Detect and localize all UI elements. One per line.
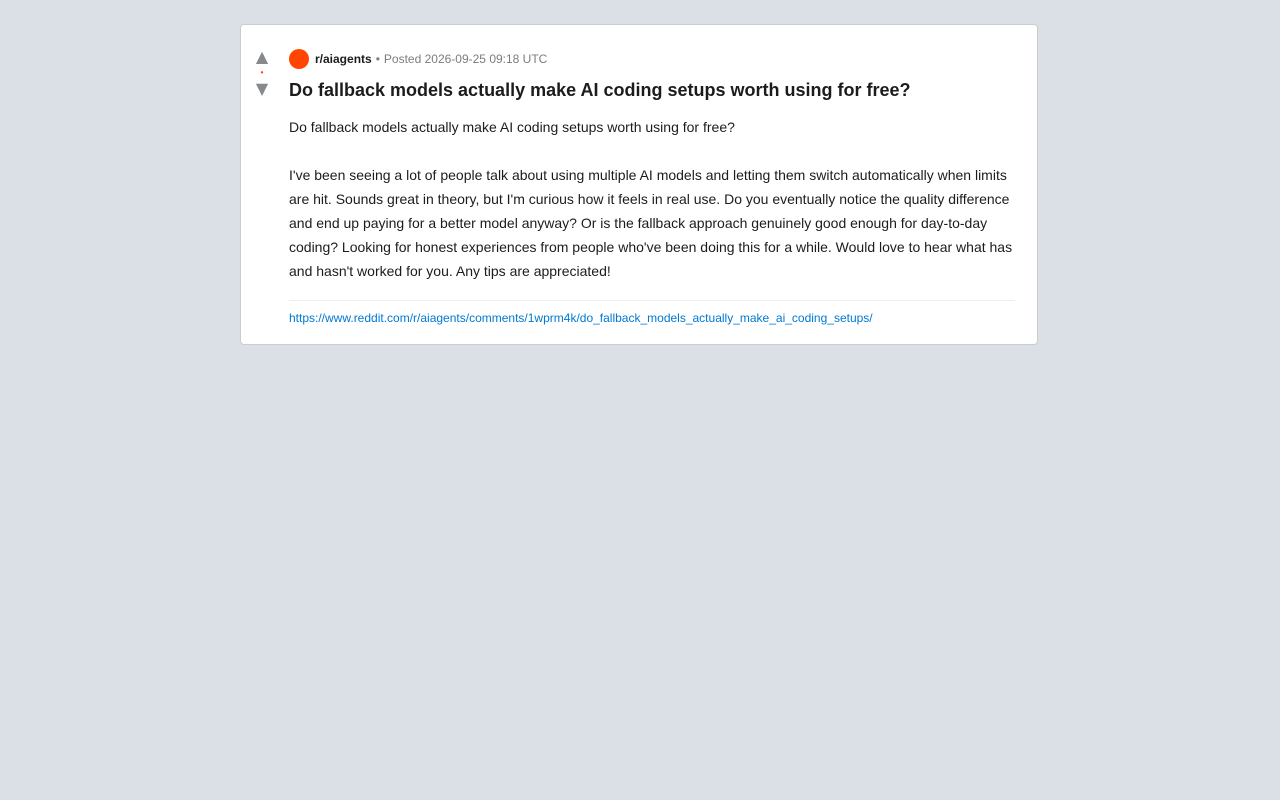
vote-score: • xyxy=(260,68,264,77)
post-content xyxy=(289,49,1015,326)
post-card xyxy=(240,24,1038,345)
upvote-arrow-icon[interactable]: ▲ xyxy=(255,47,269,66)
subreddit-avatar[interactable] xyxy=(289,49,309,69)
meta-separator: • xyxy=(375,52,380,66)
post-body xyxy=(289,115,1015,283)
post-title[interactable]: Do fallback models actually make AI coding setups worth using for free? xyxy=(289,80,911,100)
post-timestamp: Posted 2026-09-25 09:18 UTC xyxy=(383,52,548,66)
downvote-arrow-icon[interactable]: ▼ xyxy=(255,79,269,98)
post-body-paragraph: I've been seeing a lot of people talk about using multiple AI models and letting them switch automatically when limits are hit. Sounds great in theory, but I'm curious how it feels in real use. Do you eventually notice the quality difference and end up paying for a better model anyway? Or is the fallback approach genuinely good enough for day-to-day coding? Looking for honest experiences from people who've been doing this for a while. Would love to hear what has and hasn't worked for you. Any tips are appreciated! xyxy=(289,167,1013,279)
vote-column xyxy=(241,48,283,98)
subreddit-link[interactable]: r/aiagents xyxy=(315,52,372,66)
post-url-link[interactable]: https://www.reddit.com/r/aiagents/comments/1wprm4k/do_fallback_models_actually_make_ai_coding_setups/ xyxy=(289,311,873,325)
post-meta xyxy=(289,49,1015,69)
post-footer xyxy=(289,300,1015,326)
post-body-paragraph: Do fallback models actually make AI coding setups worth using for free? xyxy=(289,119,735,135)
